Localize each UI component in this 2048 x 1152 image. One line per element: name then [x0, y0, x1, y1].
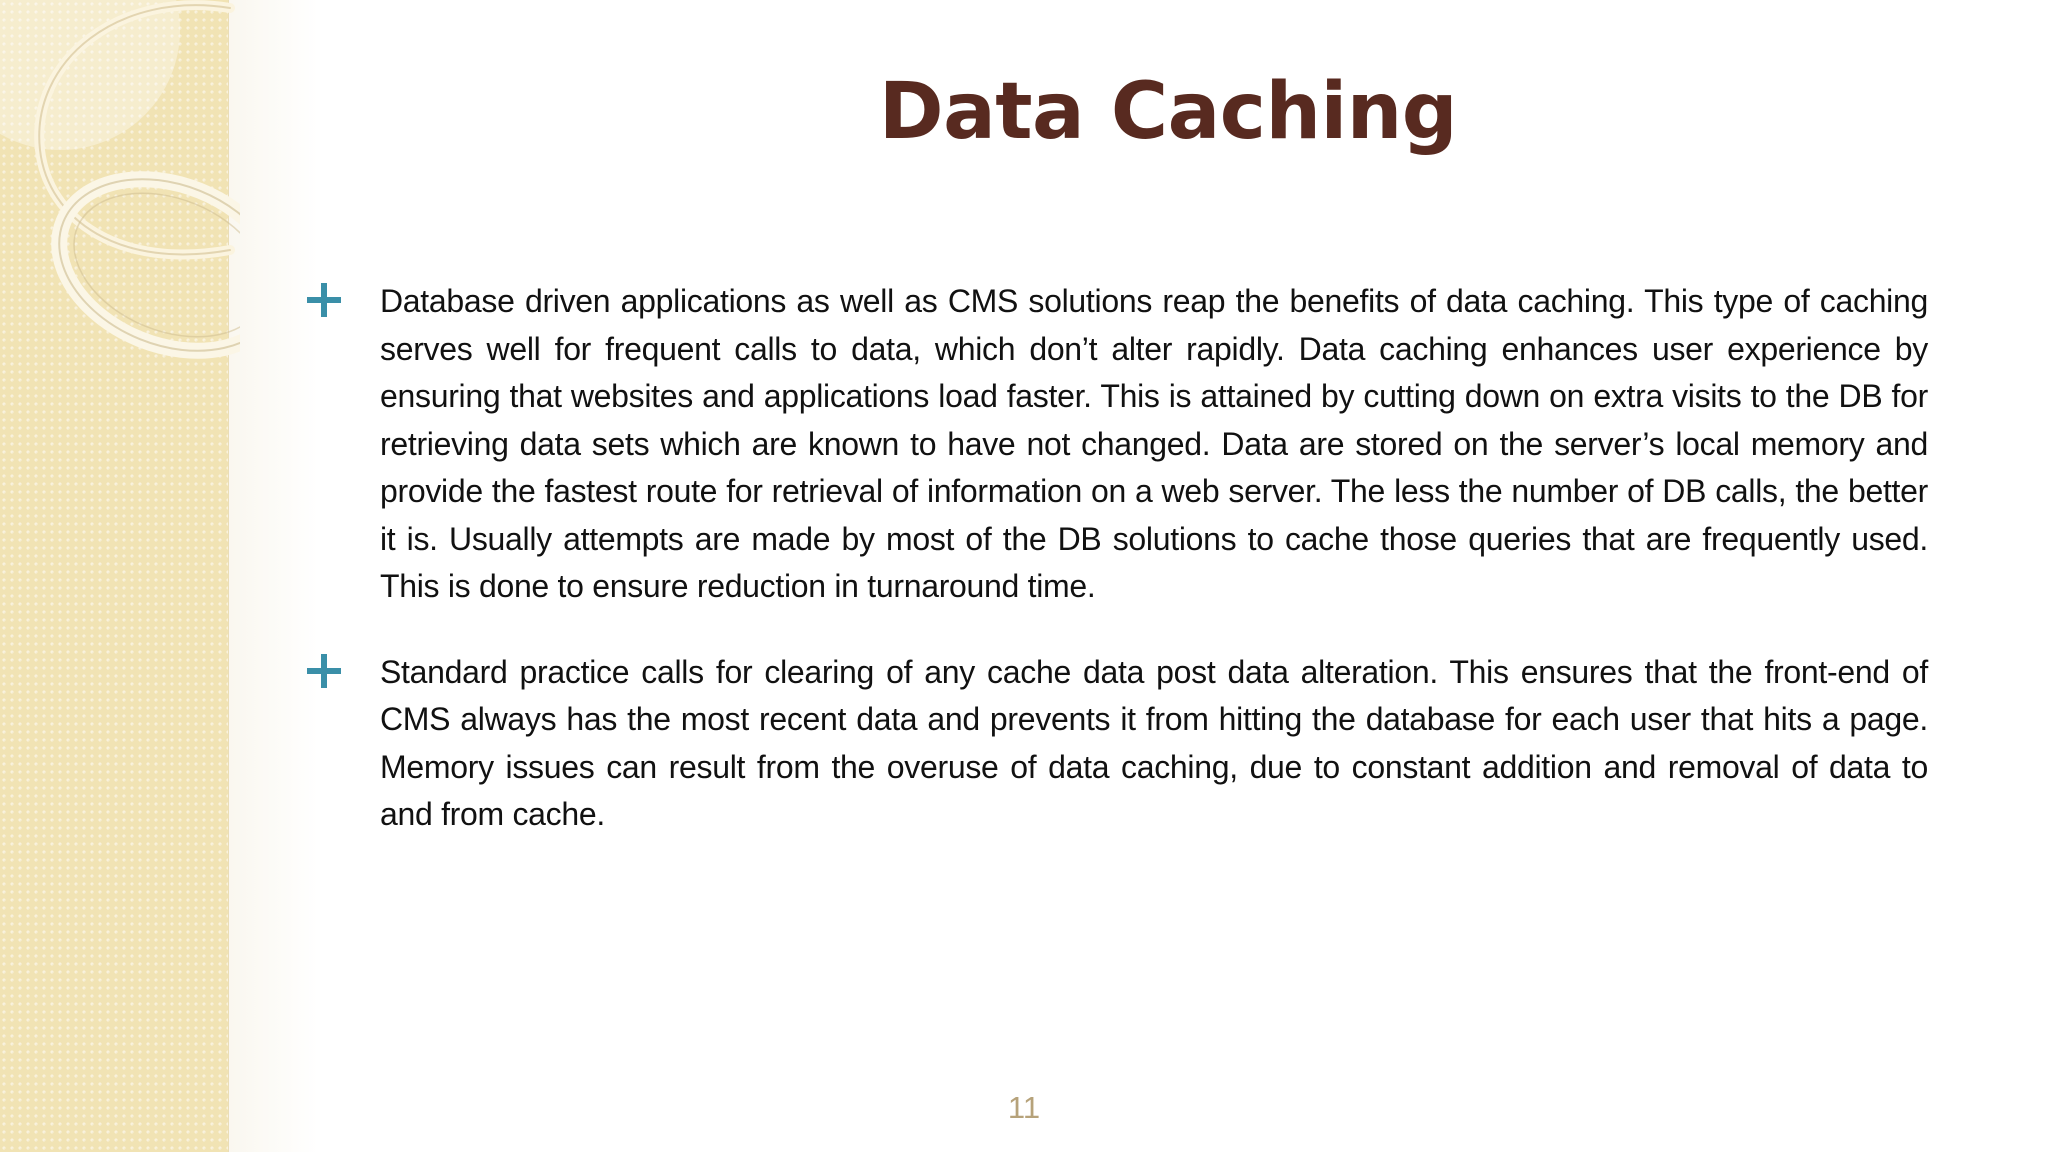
ring-decoration-icon: [0, 0, 240, 420]
plus-icon: [304, 651, 344, 691]
page-number: 11: [1007, 1090, 1041, 1125]
plus-icon: [304, 280, 344, 320]
bullet-list: [300, 278, 1928, 877]
bullet-item: [300, 649, 1928, 839]
slide-title: Data Caching: [878, 67, 1458, 157]
bullet-item: [300, 278, 1928, 611]
bullet-text: Standard practice calls for clearing of any cache data post data alteration. This ensures that the front-end of CMS always has the most recent data and prevents it from hitting the database for each user that hits a page. Memory issues can result from the overuse of data caching, due to constant addition and removal of data to and from cache.: [380, 653, 1928, 832]
bullet-text: Database driven applications as well as CMS solutions reap the benefits of data caching. This type of caching serves well for frequent calls to data, which don’t alter rapidly. Data caching enhances user experience by ensuring that websites and applications load faster. This is attained by cutting down on extra visits to the DB for retrieving data sets which are known to have not changed. Data are stored on the server’s local memory and provide the fastest route for retrieval of information on a web server. The less the number of DB calls, the better it is. Usually attempts are made by most of the DB solutions to cache those queries that are frequently used. This is done to ensure reduction in turnaround time.: [380, 283, 1928, 604]
